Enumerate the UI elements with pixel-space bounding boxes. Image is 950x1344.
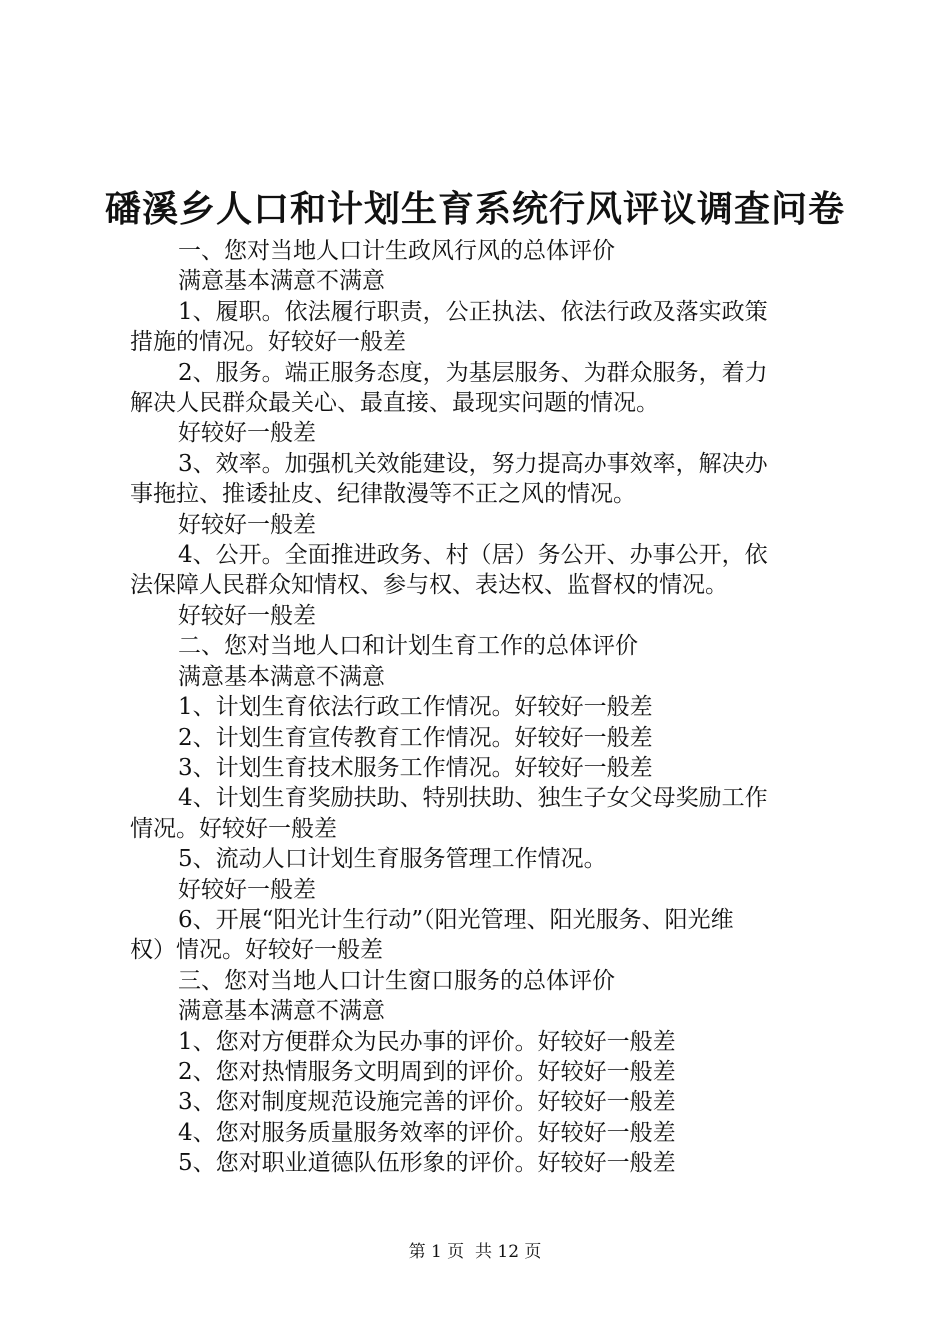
question-text-cont: 权）情况。好较好一般差 — [130, 937, 383, 964]
question-text: 1、您对方便群众为民办事的评价。好较好一般差 — [178, 1028, 676, 1055]
document-body — [130, 236, 830, 1179]
question-text: 6、开展“阳光计生行动”（阳光管理、阳光服务、阳光维 — [178, 906, 734, 933]
rating-options: 好较好一般差 — [178, 876, 316, 903]
question-text: 2、服务。端正服务态度，为基层服务、为群众服务，着力 — [178, 359, 768, 386]
section-heading-3: 三、您对当地人口计生窗口服务的总体评价 — [178, 967, 615, 994]
page-footer: 第 1 页 共 12 页 — [408, 1242, 542, 1262]
rating-options: 满意基本满意不满意 — [178, 998, 385, 1025]
rating-options: 好较好一般差 — [178, 602, 316, 629]
page-title: 磻溪乡人口和计划生育系统行风评议调查问卷 — [104, 188, 845, 230]
question-text: 4、您对服务质量服务效率的评价。好较好一般差 — [178, 1119, 676, 1146]
question-text: 2、您对热情服务文明周到的评价。好较好一般差 — [178, 1058, 676, 1085]
question-text: 4、公开。全面推进政务、村（居）务公开、办事公开，依 — [178, 542, 768, 569]
rating-options: 好较好一般差 — [178, 420, 316, 447]
question-text-cont: 法保障人民群众知情权、参与权、表达权、监督权的情况。 — [130, 572, 728, 599]
question-text: 4、计划生育奖励扶助、特别扶助、独生子女父母奖励工作 — [178, 785, 768, 812]
question-text-cont: 情况。好较好一般差 — [130, 815, 337, 842]
section-heading-1: 一、您对当地人口计生政风行风的总体评价 — [178, 238, 615, 264]
question-text-cont: 事拖拉、推诿扯皮、纪律散漫等不正之风的情况。 — [130, 481, 636, 508]
question-text: 3、计划生育技术服务工作情况。好较好一般差 — [178, 754, 653, 781]
rating-options: 满意基本满意不满意 — [178, 663, 385, 690]
question-text: 5、您对职业道德队伍形象的评价。好较好一般差 — [178, 1150, 676, 1177]
question-text-cont: 措施的情况。好较好一般差 — [130, 329, 406, 356]
question-text: 1、计划生育依法行政工作情况。好较好一般差 — [178, 694, 653, 721]
rating-options: 好较好一般差 — [178, 511, 316, 538]
question-text: 2、计划生育宣传教育工作情况。好较好一般差 — [178, 724, 653, 751]
question-text: 1、履职。依法履行职责，公正执法、依法行政及落实政策 — [178, 298, 768, 325]
question-text: 5、流动人口计划生育服务管理工作情况。 — [178, 846, 607, 873]
question-text-cont: 解决人民群众最关心、最直接、最现实问题的情况。 — [130, 390, 659, 417]
question-text: 3、效率。加强机关效能建设，努力提高办事效率，解决办 — [178, 450, 768, 477]
section-heading-2: 二、您对当地人口和计划生育工作的总体评价 — [178, 633, 638, 660]
rating-options: 满意基本满意不满意 — [178, 268, 385, 295]
question-text: 3、您对制度规范设施完善的评价。好较好一般差 — [178, 1089, 676, 1116]
